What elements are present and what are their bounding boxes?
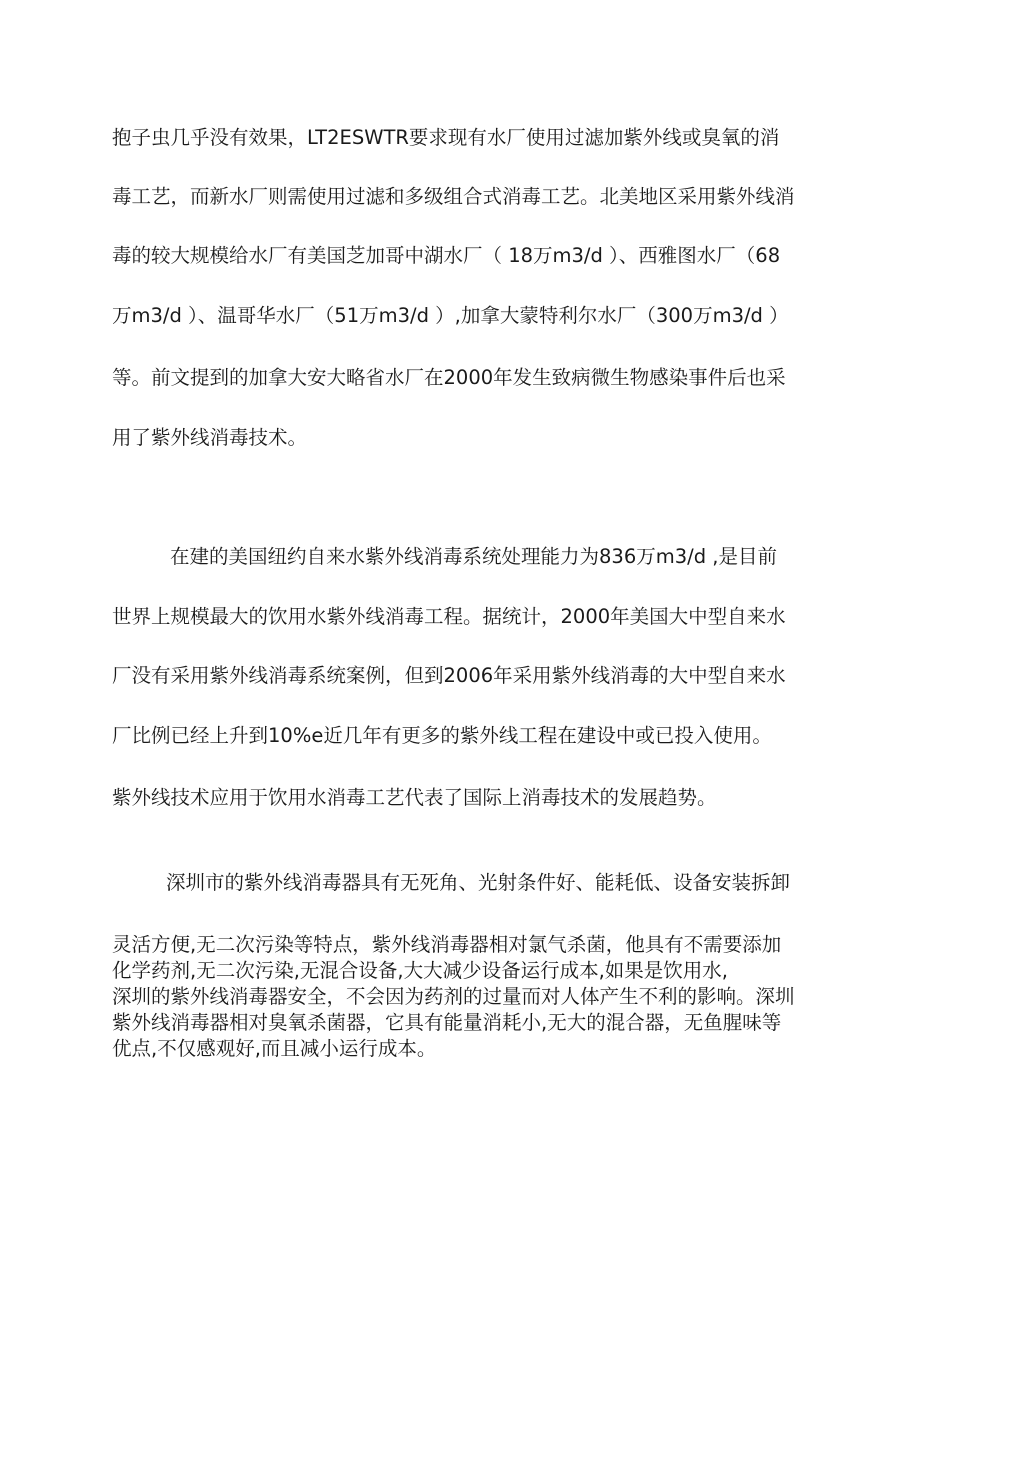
paragraph-1-line-3: 毒的较大规模给水厂有美国芝加哥中湖水厂（ 18万m3/d ）、西雅图水厂（68 [112, 244, 781, 267]
paragraph-3-line-2: 灵活方便,无二次污染等特点，紫外线消毒器相对氯气杀菌，他具有不需要添加 [112, 933, 782, 956]
paragraph-1-line-5: 等。前文提到的加拿大安大略省水厂在2000年发生致病微生物感染事件后也采 [112, 366, 786, 389]
paragraph-2-line-4: 厂比例已经上升到10%e近几年有更多的紫外线工程在建设中或已投入使用。 [112, 724, 772, 747]
paragraph-1-line-1: 抱子虫几乎没有效果，LT2ESWTR要求现有水厂使用过滤加紫外线或臭氧的消 [112, 126, 780, 149]
paragraph-2-line-2: 世界上规模最大的饮用水紫外线消毒工程。据统计，2000年美国大中型自来水 [112, 605, 786, 628]
paragraph-1-line-2: 毒工艺，而新水厂则需使用过滤和多级组合式消毒工艺。北美地区采用紫外线消 [112, 185, 795, 208]
paragraph-3-line-5: 紫外线消毒器相对臭氧杀菌器，它具有能量消耗小,无大的混合器，无鱼腥味等 [112, 1011, 782, 1034]
paragraph-2-line-5: 紫外线技术应用于饮用水消毒工艺代表了国际上消毒技术的发展趋势。 [112, 786, 717, 809]
paragraph-3-line-4: 深圳的紫外线消毒器安全，不会因为药剂的过量而对人体产生不利的影响。深圳 [112, 985, 795, 1008]
paragraph-2-line-3: 厂没有采用紫外线消毒系统案例，但到2006年采用紫外线消毒的大中型自来水 [112, 664, 786, 687]
paragraph-3-line-6: 优点,不仅感观好,而且减小运行成本。 [112, 1037, 437, 1060]
paragraph-1-line-4: 万m3/d ）、温哥华水厂（51万m3/d ）,加拿大蒙特利尔水厂（300万m3/d ） [112, 304, 789, 327]
paragraph-2-line-1: 在建的美国纽约自来水紫外线消毒系统处理能力为836万m3/d ,是目前 [170, 545, 777, 568]
paragraph-3-line-3: 化学药剂,无二次污染,无混合设备,大大减少设备运行成本,如果是饮用水, [112, 959, 728, 982]
paragraph-3-line-1: 深圳市的紫外线消毒器具有无死角、光射条件好、能耗低、设备安装拆卸 [166, 871, 791, 894]
paragraph-1-line-6: 用了紫外线消毒技术。 [112, 426, 308, 449]
